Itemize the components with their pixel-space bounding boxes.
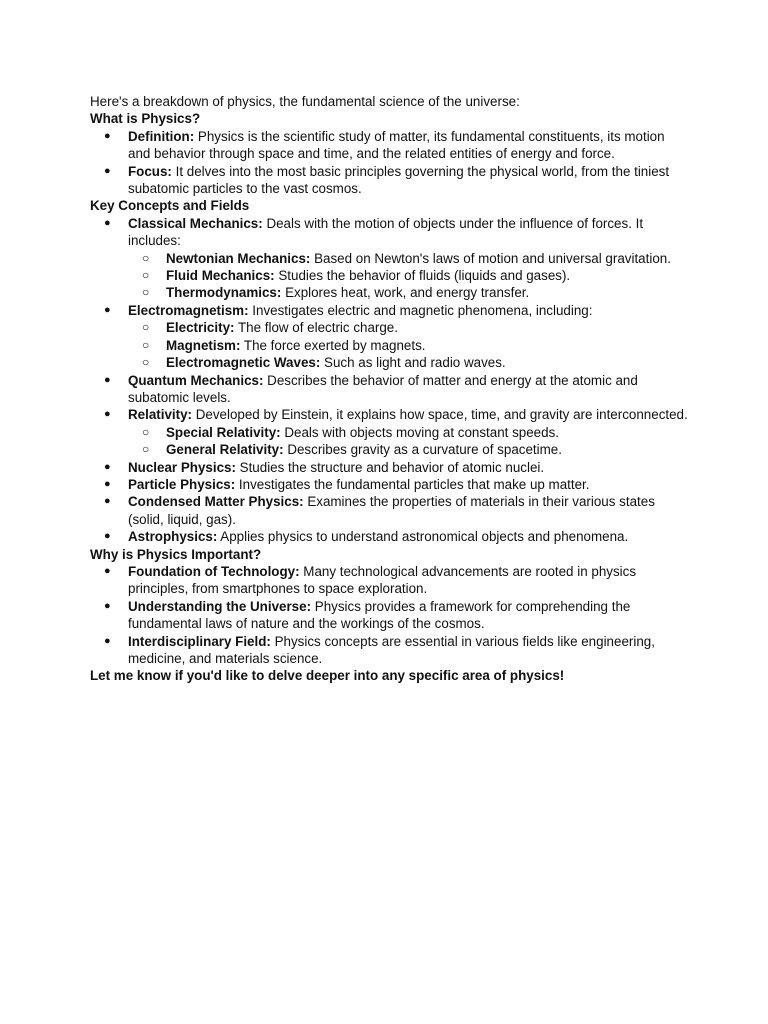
- item-text: Studies the structure and behavior of atomic nuclei.: [235, 459, 545, 475]
- bullet-icon: ●: [104, 599, 111, 612]
- hollow-bullet-icon: ○: [142, 337, 150, 352]
- bullet-icon: ●: [104, 373, 111, 386]
- hollow-bullet-icon: ○: [142, 250, 150, 265]
- item-term: Astrophysics:: [128, 529, 218, 545]
- list-item: [90, 215, 690, 302]
- what-is-physics-list: [90, 128, 690, 198]
- item-term: Magnetism:: [166, 337, 241, 353]
- item-term: Definition:: [128, 128, 195, 144]
- item-text: Examines the properties of materials in their various states (solid, liquid, gas).: [128, 494, 655, 527]
- hollow-bullet-icon: ○: [142, 320, 150, 335]
- bullet-icon: ●: [104, 530, 111, 543]
- item-text: Physics is the scientific study of matter, its fundamental constituents, its motion and behavior through space and time, and the related entities of energy and force.: [128, 128, 665, 162]
- item-text: Describes gravity as a curvature of spacetime.: [283, 442, 562, 458]
- sub-list-item: [128, 250, 690, 267]
- list-item: [90, 302, 690, 372]
- sub-list: [128, 319, 690, 371]
- sub-list-item: [128, 337, 690, 354]
- sub-list-item: [128, 441, 690, 458]
- bullet-icon: ●: [104, 564, 111, 577]
- item-text: Developed by Einstein, it explains how space, time, and gravity are interconnected.: [192, 407, 688, 423]
- item-term: Foundation of Technology:: [128, 563, 300, 579]
- list-item: [90, 563, 690, 598]
- item-text: Describes the behavior of matter and energy at the atomic and subatomic levels.: [128, 372, 638, 405]
- list-item: [90, 528, 690, 545]
- item-term: Thermodynamics:: [166, 285, 282, 301]
- intro-text: Here's a breakdown of physics, the fundamental science of the universe:: [90, 94, 520, 109]
- list-item: [90, 598, 690, 633]
- item-term: Focus:: [128, 163, 172, 179]
- item-text: Such as light and radio waves.: [320, 355, 506, 371]
- item-term: Electricity:: [166, 320, 235, 336]
- bullet-icon: ●: [104, 129, 111, 142]
- sub-list-item: [128, 267, 690, 284]
- item-text: The force exerted by magnets.: [240, 337, 426, 353]
- bullet-icon: ●: [104, 634, 111, 647]
- list-item: [90, 459, 690, 476]
- item-term: Condensed Matter Physics:: [128, 494, 304, 510]
- list-item: [90, 406, 690, 458]
- item-text: Explores heat, work, and energy transfer.: [281, 285, 530, 301]
- item-text: The flow of electric charge.: [234, 320, 398, 336]
- item-term: Particle Physics:: [128, 476, 236, 492]
- key-concepts-list: [90, 215, 690, 546]
- item-text: It delves into the most basic principles governing the physical world, from the tiniest subatomic particles to the vast cosmos.: [128, 163, 670, 197]
- why-important-list: [90, 563, 690, 667]
- item-term: Newtonian Mechanics:: [166, 250, 311, 266]
- list-item: [90, 476, 690, 493]
- bullet-icon: ●: [104, 303, 111, 316]
- list-item: [90, 372, 690, 407]
- item-term: General Relativity:: [166, 442, 284, 458]
- bullet-icon: ●: [104, 164, 111, 177]
- sub-list-item: [128, 319, 690, 336]
- bullet-icon: ●: [104, 460, 111, 473]
- document-page: [90, 93, 690, 685]
- hollow-bullet-icon: ○: [142, 355, 150, 370]
- item-term: Fluid Mechanics:: [166, 268, 275, 284]
- item-text: Physics provides a framework for comprehending the fundamental laws of nature and the workings of the cosmos.: [128, 598, 631, 632]
- item-term: Electromagnetic Waves:: [166, 355, 321, 371]
- closing-text: Let me know if you'd like to delve deeper into any specific area of physics!: [90, 668, 565, 684]
- bullet-icon: ●: [104, 408, 111, 421]
- sub-list-item: [128, 424, 690, 441]
- bullet-icon: ●: [104, 495, 111, 508]
- item-term: Understanding the Universe:: [128, 598, 312, 614]
- item-text: Investigates electric and magnetic phenomena, including:: [248, 302, 593, 318]
- hollow-bullet-icon: ○: [142, 285, 150, 300]
- item-term: Classical Mechanics:: [128, 215, 263, 231]
- bullet-icon: ●: [104, 477, 111, 490]
- list-item: [90, 128, 690, 163]
- hollow-bullet-icon: ○: [142, 424, 150, 439]
- item-term: Interdisciplinary Field:: [128, 633, 271, 649]
- sub-list: [128, 424, 690, 459]
- item-text: Studies the behavior of fluids (liquids and gases).: [274, 268, 571, 284]
- section-heading-key-concepts: Key Concepts and Fields: [90, 198, 250, 214]
- hollow-bullet-icon: ○: [142, 442, 150, 457]
- list-item: [90, 493, 690, 528]
- section-heading-why-important: Why is Physics Important?: [90, 546, 262, 562]
- item-term: Electromagnetism:: [128, 302, 249, 318]
- item-text: Deals with the motion of objects under the influence of forces. It includes:: [128, 215, 644, 249]
- item-term: Quantum Mechanics:: [128, 372, 264, 388]
- item-text: Investigates the fundamental particles that make up matter.: [235, 476, 590, 492]
- item-text: Deals with objects moving at constant speeds.: [280, 424, 559, 440]
- item-term: Nuclear Physics:: [128, 459, 236, 475]
- sub-list-item: [128, 354, 690, 371]
- item-text: Many technological advancements are rooted in physics principles, from smartphones to space exploration.: [128, 563, 637, 597]
- item-text: Based on Newton's laws of motion and universal gravitation.: [310, 250, 671, 266]
- sub-list-item: [128, 284, 690, 301]
- list-item: [90, 163, 690, 198]
- item-term: Special Relativity:: [166, 424, 281, 440]
- item-text: Applies physics to understand astronomical objects and phenomena.: [217, 529, 629, 545]
- list-item: [90, 633, 690, 668]
- hollow-bullet-icon: ○: [142, 268, 150, 283]
- item-term: Relativity:: [128, 407, 192, 423]
- sub-list: [128, 250, 690, 302]
- bullet-icon: ●: [104, 216, 111, 229]
- section-heading-what-is-physics: What is Physics?: [90, 111, 201, 127]
- item-text: Physics concepts are essential in various fields like engineering, medicine, and materials science.: [128, 633, 655, 666]
